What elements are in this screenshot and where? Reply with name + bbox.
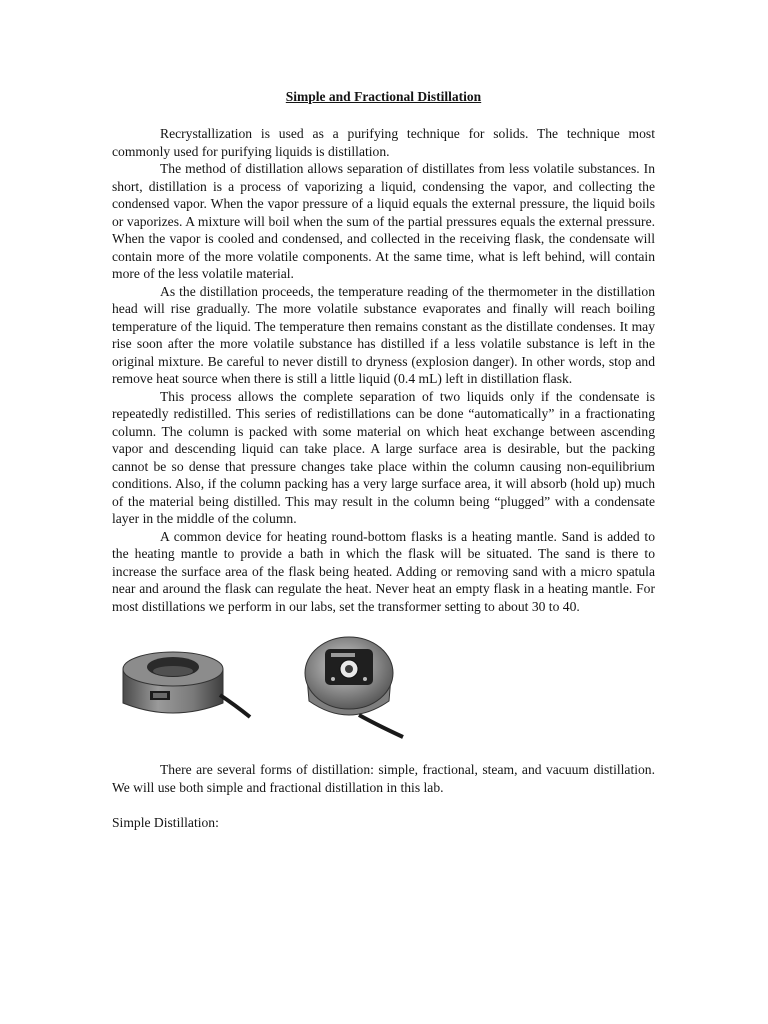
page-title: Simple and Fractional Distillation <box>285 89 482 104</box>
paragraph-temperature: As the distillation proceeds, the temperature reading of the thermometer in the distillation head will rise gradually. The more volatile substance evaporates and finally will reach boiling temperature of the liquid. The temperature then remains constant as the distillate condenses. It may rise soon after the more volatile substance has distilled if a less volatile substance is left in the original mixture. Be careful to never distill to dryness (explosion danger). In other words, stop and remove heat source when there is still a little liquid (0.4 mL) left in distillation flask. <box>112 283 655 386</box>
heating-mantle-figures <box>112 629 655 747</box>
document-page <box>112 88 655 832</box>
paragraph-heating-mantle: A common device for heating round-bottom flasks is a heating mantle. Sand is added to the heating mantle to provide a bath in which the flask will be situated. The sand is there to increase the surface area of the flask being heated. Adding or removing sand with a micro spatula near and around the flask can regulate the heat. Never heat an empty flask in a heating mantle. For most distillations we perform in our labs, set the transformer setting to about 30 to 40. <box>112 528 655 614</box>
paragraph-method: The method of distillation allows separation of distillates from less volatile substances. In short, distillation is a process of vaporizing a liquid, condensing the vapor, and collecting the condensed vapor. When the vapor pressure of a liquid equals the external pressure, the liquid boils or vaporizes. A mixture will boil when the sum of the partial pressures equals the external pressure. When the vapor is cooled and condensed, and collected in the receiving flask, the condensate will contain more of the more volatile components. At the same time, what is left behind, will contain more of the less volatile material. <box>112 161 655 281</box>
section-heading-simple-distillation: Simple Distillation: <box>112 815 219 830</box>
paragraph-recrystallization: Recrystallization is used as a purifying technique for solids. The technique most commonly used for purifying liquids is distillation. <box>112 126 655 159</box>
paragraph-fractionating-column: This process allows the complete separation of two liquids only if the condensate is repeatedly redistilled. This series of redistillations can be done “automatically” in a fractionating column. The column is packed with some material on which heat exchange between ascending vapor and descending liquid can take place. A large surface area is desirable, but the packing cannot be so dense that pressure changes take place within the column causing non-equilibrium conditions. Also, if the column packing has a very large surface area, it will absorb (hold up) much of the material being distilled. This may result in the column being “plugged” with a condensate layer in the middle of the column. <box>112 388 655 526</box>
heating-mantle-top-image <box>297 629 407 745</box>
paragraph-forms-of-distillation: There are several forms of distillation: simple, fractional, steam, and vacuum distillation. We will use both simple and fractional distillation in this lab. <box>112 762 655 795</box>
heating-mantle-side-image <box>120 645 252 725</box>
